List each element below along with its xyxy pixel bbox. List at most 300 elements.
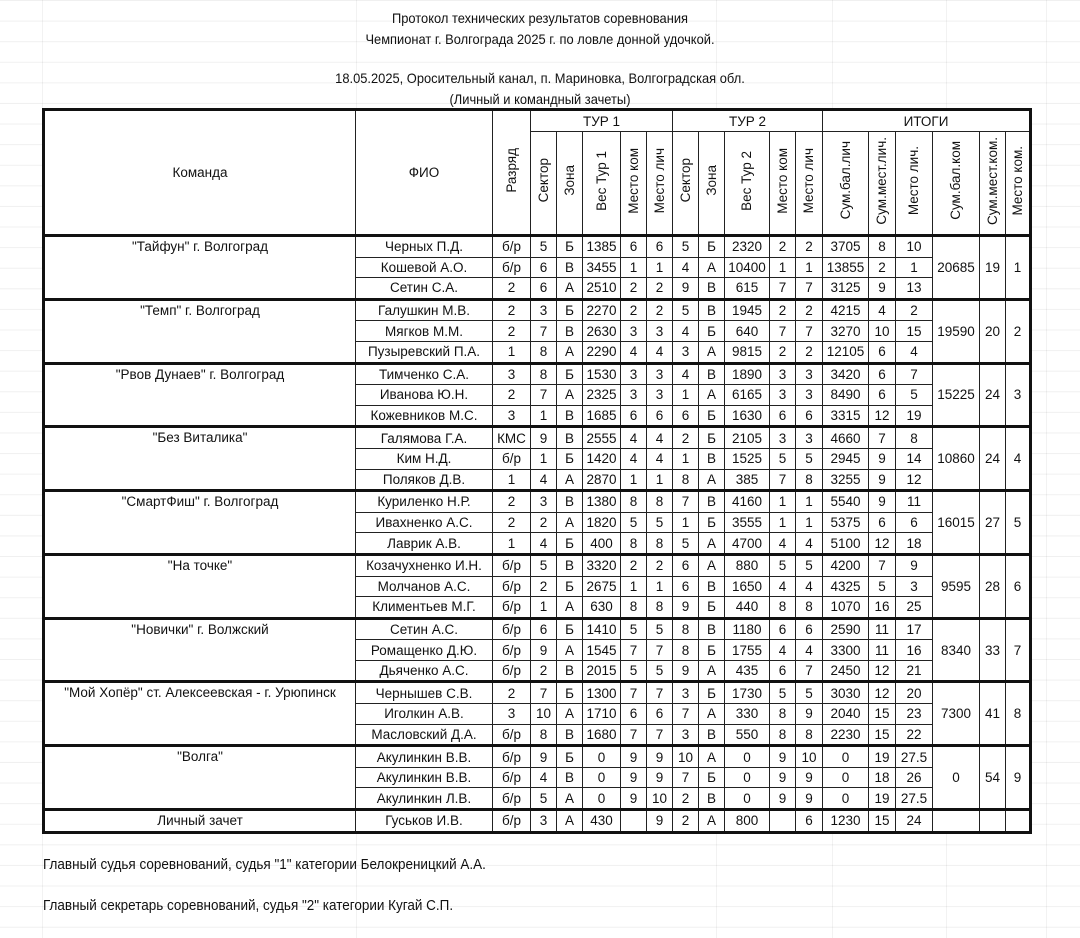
- t2-zone: В: [699, 618, 725, 640]
- t1-place-pers: 2: [647, 554, 673, 576]
- col-t2-zone: Зона: [699, 132, 725, 236]
- place-pers: 23: [896, 704, 933, 725]
- t1-zone: А: [557, 341, 583, 363]
- place-pers: 19: [896, 405, 933, 427]
- athlete-rank: б/р: [493, 810, 531, 833]
- col-t1-sector: Сектор: [531, 132, 557, 236]
- t2-weight: 440: [725, 597, 770, 619]
- standings-type: (Личный и командный зачеты): [449, 91, 631, 107]
- t2-place-pers: 5: [796, 448, 823, 469]
- col-t1-place-pers: Место лич: [647, 132, 673, 236]
- t1-weight: 2015: [583, 660, 621, 682]
- t2-place-pers: 9: [796, 767, 823, 788]
- t2-weight: 4160: [725, 491, 770, 513]
- col-t2-weight: Вес Тур 2: [725, 132, 770, 236]
- team-sum-places: 41: [980, 682, 1006, 746]
- sum-places-pers: 9: [869, 469, 896, 491]
- sum-places-pers: 6: [869, 341, 896, 363]
- athlete-rank: б/р: [493, 448, 531, 469]
- col-t1-weight: Вес Тур 1: [583, 132, 621, 236]
- t2-place-pers: 5: [796, 554, 823, 576]
- team-sum-places: 27: [980, 491, 1006, 555]
- t2-weight: 1730: [725, 682, 770, 704]
- t2-zone: А: [699, 810, 725, 833]
- t2-zone: В: [699, 448, 725, 469]
- t2-place-team: 2: [770, 341, 796, 363]
- t2-zone: А: [699, 341, 725, 363]
- t1-zone: В: [557, 554, 583, 576]
- sum-weight-pers: 2590: [823, 618, 869, 640]
- team-sum-places: 24: [980, 427, 1006, 491]
- athlete-rank: б/р: [493, 640, 531, 661]
- t1-weight: 1420: [583, 448, 621, 469]
- team-name: "Мой Хопёр" ст. Алексеевская - г. Урюпинск: [44, 682, 356, 746]
- t2-place-pers: 3: [796, 427, 823, 449]
- t1-zone: Б: [557, 576, 583, 597]
- t1-place-team: 7: [621, 682, 647, 704]
- t2-sector: 1: [673, 448, 699, 469]
- t2-zone: А: [699, 554, 725, 576]
- t2-weight: 1945: [725, 299, 770, 321]
- t1-weight: 630: [583, 597, 621, 619]
- team-place: 9: [1006, 746, 1031, 810]
- sum-weight-pers: 5100: [823, 533, 869, 555]
- t1-place-pers: 6: [647, 236, 673, 258]
- t1-place-pers: 9: [647, 746, 673, 768]
- t1-place-team: 7: [621, 724, 647, 746]
- t2-place-team: 1: [770, 257, 796, 278]
- sum-weight-pers: 5375: [823, 512, 869, 533]
- t1-weight: 2870: [583, 469, 621, 491]
- sum-places-pers: 12: [869, 533, 896, 555]
- t1-place-pers: 3: [647, 321, 673, 342]
- athlete-name: Ромащенко Д.Ю.: [356, 640, 493, 661]
- t1-place-team: 3: [621, 363, 647, 385]
- t2-place-team: 8: [770, 597, 796, 619]
- t1-sector: 4: [531, 469, 557, 491]
- team-sum-weight: 10860: [933, 427, 980, 491]
- team-name: "Темп" г. Волгоград: [44, 299, 356, 363]
- t2-place-pers: 8: [796, 469, 823, 491]
- col-sum-weight-team: Сум.бал.ком: [933, 132, 980, 236]
- t2-place-team: 8: [770, 724, 796, 746]
- t2-zone: А: [699, 385, 725, 406]
- team-name: "Без Виталика": [44, 427, 356, 491]
- table-row: [44, 554, 1031, 576]
- t1-zone: Б: [557, 236, 583, 258]
- team-name: "Новички" г. Волжский: [44, 618, 356, 682]
- t2-sector: 8: [673, 469, 699, 491]
- sum-weight-pers: 2945: [823, 448, 869, 469]
- results-body: [44, 236, 1031, 833]
- sum-weight-pers: 12105: [823, 341, 869, 363]
- sum-places-pers: 7: [869, 427, 896, 449]
- t2-place-team: 6: [770, 405, 796, 427]
- t1-zone: В: [557, 257, 583, 278]
- t1-weight: 0: [583, 767, 621, 788]
- t1-sector: 1: [531, 448, 557, 469]
- t2-zone: Б: [699, 767, 725, 788]
- team-sum-places: 28: [980, 554, 1006, 618]
- t1-place-pers: 1: [647, 257, 673, 278]
- t1-zone: Б: [557, 746, 583, 768]
- t2-sector: 2: [673, 810, 699, 833]
- t2-sector: 3: [673, 341, 699, 363]
- sum-weight-pers: 4660: [823, 427, 869, 449]
- athlete-rank: 2: [493, 278, 531, 300]
- t1-place-pers: 2: [647, 278, 673, 300]
- athlete-rank: 2: [493, 385, 531, 406]
- athlete-rank: 2: [493, 682, 531, 704]
- athlete-rank: 2: [493, 512, 531, 533]
- t2-weight: 640: [725, 321, 770, 342]
- t2-place-team: 4: [770, 640, 796, 661]
- t2-place-team: 7: [770, 321, 796, 342]
- athlete-name: Галямова Г.А.: [356, 427, 493, 449]
- t2-place-team: 1: [770, 491, 796, 513]
- athlete-name: Сетин А.С.: [356, 618, 493, 640]
- athlete-name: Галушкин М.В.: [356, 299, 493, 321]
- t1-zone: В: [557, 491, 583, 513]
- t1-place-pers: 3: [647, 363, 673, 385]
- t2-weight: 0: [725, 788, 770, 810]
- t1-zone: В: [557, 767, 583, 788]
- place-pers: 4: [896, 341, 933, 363]
- athlete-name: Тимченко С.А.: [356, 363, 493, 385]
- t2-place-pers: 6: [796, 810, 823, 833]
- place-pers: 1: [896, 257, 933, 278]
- t1-place-team: 1: [621, 576, 647, 597]
- t2-sector: 6: [673, 405, 699, 427]
- col-t1-place-team: Место ком: [621, 132, 647, 236]
- t1-place-pers: 8: [647, 533, 673, 555]
- t1-sector: 2: [531, 660, 557, 682]
- athlete-rank: б/р: [493, 788, 531, 810]
- team-place: 3: [1006, 363, 1031, 427]
- grid-line: [1046, 0, 1047, 938]
- t2-sector: 6: [673, 576, 699, 597]
- sum-places-pers: 5: [869, 576, 896, 597]
- sum-places-pers: 16: [869, 597, 896, 619]
- t1-sector: 2: [531, 512, 557, 533]
- t2-sector: 9: [673, 660, 699, 682]
- place-pers: 13: [896, 278, 933, 300]
- t2-place-team: 2: [770, 236, 796, 258]
- t2-weight: 330: [725, 704, 770, 725]
- t2-zone: В: [699, 724, 725, 746]
- t1-place-pers: 5: [647, 512, 673, 533]
- t2-sector: 10: [673, 746, 699, 768]
- athlete-name: Ким Н.Д.: [356, 448, 493, 469]
- t2-zone: А: [699, 704, 725, 725]
- t1-place-pers: 10: [647, 788, 673, 810]
- t2-place-team: 8: [770, 704, 796, 725]
- t2-place-pers: 1: [796, 491, 823, 513]
- t2-sector: 8: [673, 618, 699, 640]
- t2-sector: 4: [673, 321, 699, 342]
- athlete-rank: б/р: [493, 576, 531, 597]
- col-group-tour2: ТУР 2: [673, 110, 823, 132]
- t1-place-pers: 9: [647, 810, 673, 833]
- t1-place-team: 9: [621, 746, 647, 768]
- sum-weight-pers: 8490: [823, 385, 869, 406]
- t2-place-pers: 8: [796, 597, 823, 619]
- team-sum-weight: 16015: [933, 491, 980, 555]
- team-place: [1006, 810, 1031, 833]
- t1-place-team: [621, 810, 647, 833]
- date-place: 18.05.2025, Оросительный канал, п. Мариновка, Волгоградская обл.: [335, 70, 745, 86]
- col-rank: Разряд: [493, 110, 531, 236]
- athlete-rank: б/р: [493, 660, 531, 682]
- col-group-tour1: ТУР 1: [531, 110, 673, 132]
- table-row: [44, 810, 1031, 833]
- sum-places-pers: 11: [869, 618, 896, 640]
- place-pers: 16: [896, 640, 933, 661]
- place-pers: 2: [896, 299, 933, 321]
- t2-sector: 1: [673, 512, 699, 533]
- athlete-name: Кожевников М.С.: [356, 405, 493, 427]
- sum-weight-pers: 3255: [823, 469, 869, 491]
- place-pers: 15: [896, 321, 933, 342]
- t2-place-pers: 4: [796, 576, 823, 597]
- t2-sector: 7: [673, 767, 699, 788]
- t1-sector: 6: [531, 618, 557, 640]
- place-pers: 10: [896, 236, 933, 258]
- t1-weight: 1545: [583, 640, 621, 661]
- t1-zone: А: [557, 640, 583, 661]
- t1-sector: 4: [531, 767, 557, 788]
- t1-sector: 6: [531, 278, 557, 300]
- t2-place-team: 9: [770, 788, 796, 810]
- athlete-name: Климентьев М.Г.: [356, 597, 493, 619]
- t2-place-pers: 4: [796, 533, 823, 555]
- chief-judge: Главный судья соревнований, судья "1" категории Белокреницкий А.А.: [43, 857, 486, 873]
- t2-sector: 9: [673, 597, 699, 619]
- place-pers: 8: [896, 427, 933, 449]
- t2-place-pers: 2: [796, 299, 823, 321]
- t2-zone: Б: [699, 321, 725, 342]
- col-t2-place-team: Место ком: [770, 132, 796, 236]
- col-t2-place-pers: Место лич: [796, 132, 823, 236]
- place-pers: 17: [896, 618, 933, 640]
- t2-weight: 800: [725, 810, 770, 833]
- place-pers: 5: [896, 385, 933, 406]
- t1-place-team: 8: [621, 491, 647, 513]
- t2-zone: В: [699, 576, 725, 597]
- place-pers: 27.5: [896, 788, 933, 810]
- t1-sector: 1: [531, 405, 557, 427]
- results-table: [42, 108, 1032, 834]
- t1-weight: 2325: [583, 385, 621, 406]
- sum-weight-pers: 0: [823, 746, 869, 768]
- sum-places-pers: 19: [869, 788, 896, 810]
- team-sum-places: 20: [980, 299, 1006, 363]
- t1-weight: 2630: [583, 321, 621, 342]
- t1-weight: 430: [583, 810, 621, 833]
- t2-weight: 550: [725, 724, 770, 746]
- table-row: [44, 491, 1031, 513]
- t2-place-team: [770, 810, 796, 833]
- t2-weight: 435: [725, 660, 770, 682]
- team-place: 6: [1006, 554, 1031, 618]
- t2-place-pers: 7: [796, 660, 823, 682]
- t1-place-pers: 1: [647, 576, 673, 597]
- sum-places-pers: 9: [869, 491, 896, 513]
- place-pers: 6: [896, 512, 933, 533]
- t2-zone: А: [699, 257, 725, 278]
- t1-weight: 1530: [583, 363, 621, 385]
- t1-weight: 2675: [583, 576, 621, 597]
- t1-place-pers: 9: [647, 767, 673, 788]
- t1-place-pers: 4: [647, 341, 673, 363]
- t2-place-pers: 8: [796, 724, 823, 746]
- t1-place-team: 6: [621, 405, 647, 427]
- sum-weight-pers: 2450: [823, 660, 869, 682]
- t1-weight: 0: [583, 746, 621, 768]
- t2-place-pers: 7: [796, 321, 823, 342]
- t2-zone: Б: [699, 427, 725, 449]
- team-place: 4: [1006, 427, 1031, 491]
- t2-sector: 7: [673, 704, 699, 725]
- sum-weight-pers: 3315: [823, 405, 869, 427]
- t1-weight: 1385: [583, 236, 621, 258]
- t2-place-pers: 2: [796, 236, 823, 258]
- t1-place-team: 2: [621, 554, 647, 576]
- sum-places-pers: 9: [869, 448, 896, 469]
- t2-place-pers: 3: [796, 385, 823, 406]
- place-pers: 21: [896, 660, 933, 682]
- sum-weight-pers: 3420: [823, 363, 869, 385]
- sum-weight-pers: 3300: [823, 640, 869, 661]
- t2-place-pers: 2: [796, 341, 823, 363]
- t2-weight: 1755: [725, 640, 770, 661]
- sum-weight-pers: 2230: [823, 724, 869, 746]
- t2-zone: Б: [699, 597, 725, 619]
- team-sum-weight: 20685: [933, 236, 980, 300]
- athlete-name: Пузыревский П.А.: [356, 341, 493, 363]
- team-place: 5: [1006, 491, 1031, 555]
- athlete-rank: 2: [493, 491, 531, 513]
- athlete-name: Поляков Д.В.: [356, 469, 493, 491]
- t2-weight: 2320: [725, 236, 770, 258]
- t1-place-pers: 2: [647, 299, 673, 321]
- t2-weight: 1180: [725, 618, 770, 640]
- t1-place-team: 1: [621, 257, 647, 278]
- sum-weight-pers: 2040: [823, 704, 869, 725]
- t1-sector: 9: [531, 640, 557, 661]
- t2-weight: 1650: [725, 576, 770, 597]
- t2-sector: 5: [673, 236, 699, 258]
- athlete-name: Черных П.Д.: [356, 236, 493, 258]
- t1-zone: В: [557, 724, 583, 746]
- sum-weight-pers: 0: [823, 767, 869, 788]
- t2-place-pers: 1: [796, 257, 823, 278]
- table-row: [44, 427, 1031, 449]
- t2-sector: 4: [673, 257, 699, 278]
- t1-place-team: 3: [621, 321, 647, 342]
- t2-place-pers: 6: [796, 618, 823, 640]
- place-pers: 14: [896, 448, 933, 469]
- t1-zone: А: [557, 385, 583, 406]
- sum-places-pers: 6: [869, 363, 896, 385]
- table-row: [44, 618, 1031, 640]
- t1-zone: Б: [557, 533, 583, 555]
- t1-weight: 2290: [583, 341, 621, 363]
- athlete-rank: б/р: [493, 257, 531, 278]
- t2-zone: А: [699, 746, 725, 768]
- athlete-name: Ивахненко А.С.: [356, 512, 493, 533]
- col-t2-sector: Сектор: [673, 132, 699, 236]
- athlete-name: Иголкин А.В.: [356, 704, 493, 725]
- t1-place-pers: 8: [647, 491, 673, 513]
- athlete-name: Козачухненко И.Н.: [356, 554, 493, 576]
- t2-weight: 880: [725, 554, 770, 576]
- team-sum-weight: 0: [933, 746, 980, 810]
- t2-place-team: 7: [770, 278, 796, 300]
- team-sum-weight: [933, 810, 980, 833]
- t2-zone: Б: [699, 405, 725, 427]
- t1-place-team: 4: [621, 448, 647, 469]
- t1-place-team: 5: [621, 660, 647, 682]
- t1-zone: Б: [557, 618, 583, 640]
- athlete-rank: 3: [493, 405, 531, 427]
- team-place: 7: [1006, 618, 1031, 682]
- t2-zone: Б: [699, 512, 725, 533]
- t2-weight: 385: [725, 469, 770, 491]
- t1-weight: 1300: [583, 682, 621, 704]
- t1-weight: 2555: [583, 427, 621, 449]
- table-row: [44, 746, 1031, 768]
- place-pers: 11: [896, 491, 933, 513]
- t1-sector: 4: [531, 533, 557, 555]
- athlete-rank: б/р: [493, 236, 531, 258]
- col-team: Команда: [44, 110, 356, 236]
- team-sum-places: 24: [980, 363, 1006, 427]
- t1-place-team: 8: [621, 597, 647, 619]
- sum-weight-pers: 3030: [823, 682, 869, 704]
- t1-weight: 1820: [583, 512, 621, 533]
- t1-weight: 2270: [583, 299, 621, 321]
- sum-weight-pers: 4200: [823, 554, 869, 576]
- sum-weight-pers: 3125: [823, 278, 869, 300]
- team-place: 2: [1006, 299, 1031, 363]
- t2-place-team: 7: [770, 469, 796, 491]
- t1-sector: 8: [531, 341, 557, 363]
- team-sum-places: [980, 810, 1006, 833]
- t2-zone: Б: [699, 682, 725, 704]
- t1-zone: А: [557, 810, 583, 833]
- t2-place-pers: 6: [796, 405, 823, 427]
- t1-zone: А: [557, 597, 583, 619]
- athlete-rank: б/р: [493, 554, 531, 576]
- t1-sector: 1: [531, 597, 557, 619]
- t1-zone: В: [557, 427, 583, 449]
- sum-places-pers: 9: [869, 278, 896, 300]
- t2-weight: 0: [725, 767, 770, 788]
- t2-weight: 3555: [725, 512, 770, 533]
- t1-place-team: 8: [621, 533, 647, 555]
- athlete-rank: б/р: [493, 597, 531, 619]
- athlete-rank: 2: [493, 321, 531, 342]
- t2-place-team: 6: [770, 660, 796, 682]
- t1-place-pers: 7: [647, 640, 673, 661]
- t1-place-pers: 5: [647, 660, 673, 682]
- sum-weight-pers: 0: [823, 788, 869, 810]
- t2-sector: 1: [673, 385, 699, 406]
- t2-zone: В: [699, 491, 725, 513]
- athlete-name: Чернышев С.В.: [356, 682, 493, 704]
- t2-weight: 9815: [725, 341, 770, 363]
